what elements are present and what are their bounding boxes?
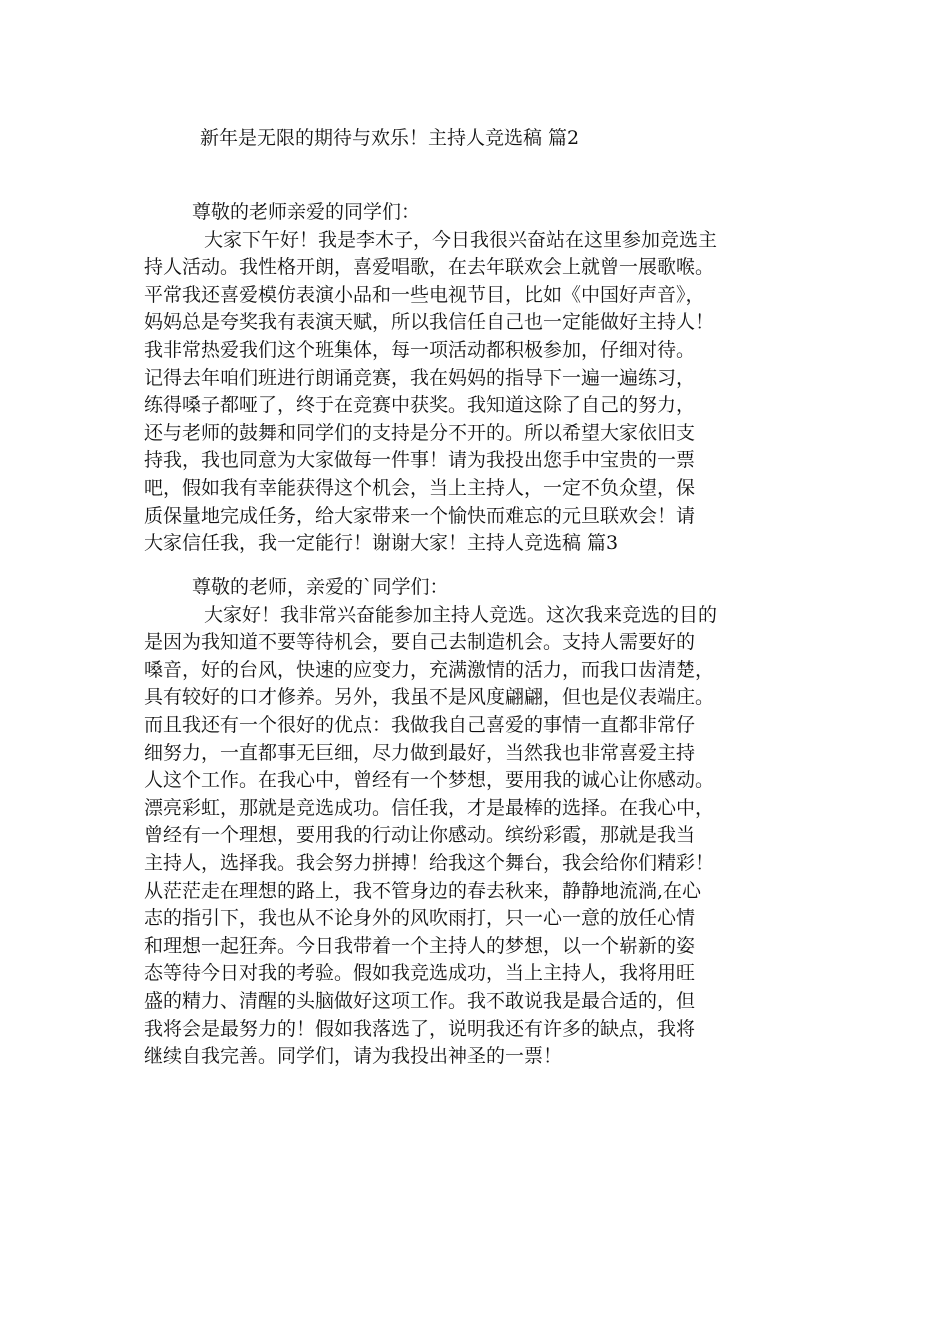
paragraph-line: 曾经有一个理想，要用我的行动让你感动。缤纷彩霞，那就是我当 [144, 824, 696, 847]
paragraph-line: 质保量地完成任务，给大家带来一个愉快而难忘的元旦联欢会！请 [144, 504, 696, 527]
paragraph-line: 和理想一起狂奔。今日我带着一个主持人的梦想，以一个崭新的姿 [144, 934, 696, 957]
paragraph-line: 盛的精力、清醒的头脑做好这项工作。我不敢说我是最合适的，但 [144, 989, 696, 1012]
salutation: 尊敬的老师，亲爱的`同学们： [192, 576, 449, 598]
paragraph-line: 吧，假如我有幸能获得这个机会，当上主持人，一定不负众望，保 [144, 476, 696, 499]
paragraph-line: 大家信任我，我一定能行！谢谢大家！主持人竞选稿 篇3 [144, 532, 619, 555]
paragraph-line: 人这个工作。在我心中，曾经有一个梦想，要用我的诚心让你感动。 [144, 769, 715, 792]
paragraph-line: 平常我还喜爱模仿表演小品和一些电视节目，比如《中国好声音》， [144, 283, 705, 306]
paragraph-line: 嗓音，好的台风，快速的应变力，充满激情的活力，而我口齿清楚， [144, 658, 715, 681]
paragraph-line: 主持人，选择我。我会努力拼搏！给我这个舞台，我会给你们精彩！ [144, 851, 715, 874]
paragraph-line: 持我，我也同意为大家做每一件事！请为我投出您手中宝贵的一票 [144, 449, 696, 472]
paragraph-line: 我非常热爱我们这个班集体，每一项活动都积极参加，仔细对待。 [144, 338, 696, 361]
paragraph-line: 态等待今日对我的考验。假如我竞选成功，当上主持人，我将用旺 [144, 962, 696, 985]
paragraph-line: 志的指引下，我也从不论身外的风吹雨打，只一心一意的放任心情 [144, 907, 696, 930]
paragraph-line: 细努力，一直都事无巨细，尽力做到最好，当然我也非常喜爱主持 [144, 741, 696, 764]
paragraph-line: 大家好！我非常兴奋能参加主持人竞选。这次我来竞选的目的 [204, 603, 718, 626]
paragraph-line: 记得去年咱们班进行朗诵竞赛，我在妈妈的指导下一遍一遍练习， [144, 366, 696, 389]
paragraph-line: 妈妈总是夸奖我有表演天赋，所以我信任自己也一定能做好主持人！ [144, 311, 715, 334]
paragraph-line: 是因为我知道不要等待机会，要自己去制造机会。支持人需要好的 [144, 631, 696, 654]
paragraph-line: 具有较好的口才修养。另外，我虽不是风度翩翩，但也是仪表端庄。 [144, 686, 715, 709]
paragraph-line: 练得嗓子都哑了，终于在竞赛中获奖。我知道这除了自己的努力， [144, 394, 696, 417]
section-heading-line: 新年是无限的期待与欢乐！主持人竞选稿 篇2 [200, 127, 580, 149]
paragraph-line: 漂亮彩虹，那就是竞选成功。信任我，才是最棒的选择。在我心中， [144, 796, 715, 819]
paragraph-line: 从茫茫走在理想的路上，我不管身边的春去秋来，静静地流淌,在心 [144, 879, 702, 902]
speech-section-3 [144, 574, 834, 1071]
paragraph-line: 还与老师的鼓舞和同学们的支持是分不开的。所以希望大家依旧支 [144, 421, 696, 444]
speech-section-2 [144, 199, 834, 558]
paragraph-line: 大家下午好！我是李木子，今日我很兴奋站在这里参加竞选主 [204, 228, 718, 251]
paragraph-line: 持人活动。我性格开朗，喜爱唱歌，在去年联欢会上就曾一展歌喉。 [144, 256, 715, 279]
paragraph-line: 而且我还有一个很好的优点：我做我自己喜爱的事情一直都非常仔 [144, 713, 696, 736]
paragraph-line: 继续自我完善。同学们，请为我投出神圣的一票！ [144, 1045, 563, 1068]
salutation: 尊敬的老师亲爱的同学们： [192, 201, 421, 223]
paragraph-line: 我将会是最努力的！假如我落选了，说明我还有许多的缺点，我将 [144, 1017, 696, 1040]
